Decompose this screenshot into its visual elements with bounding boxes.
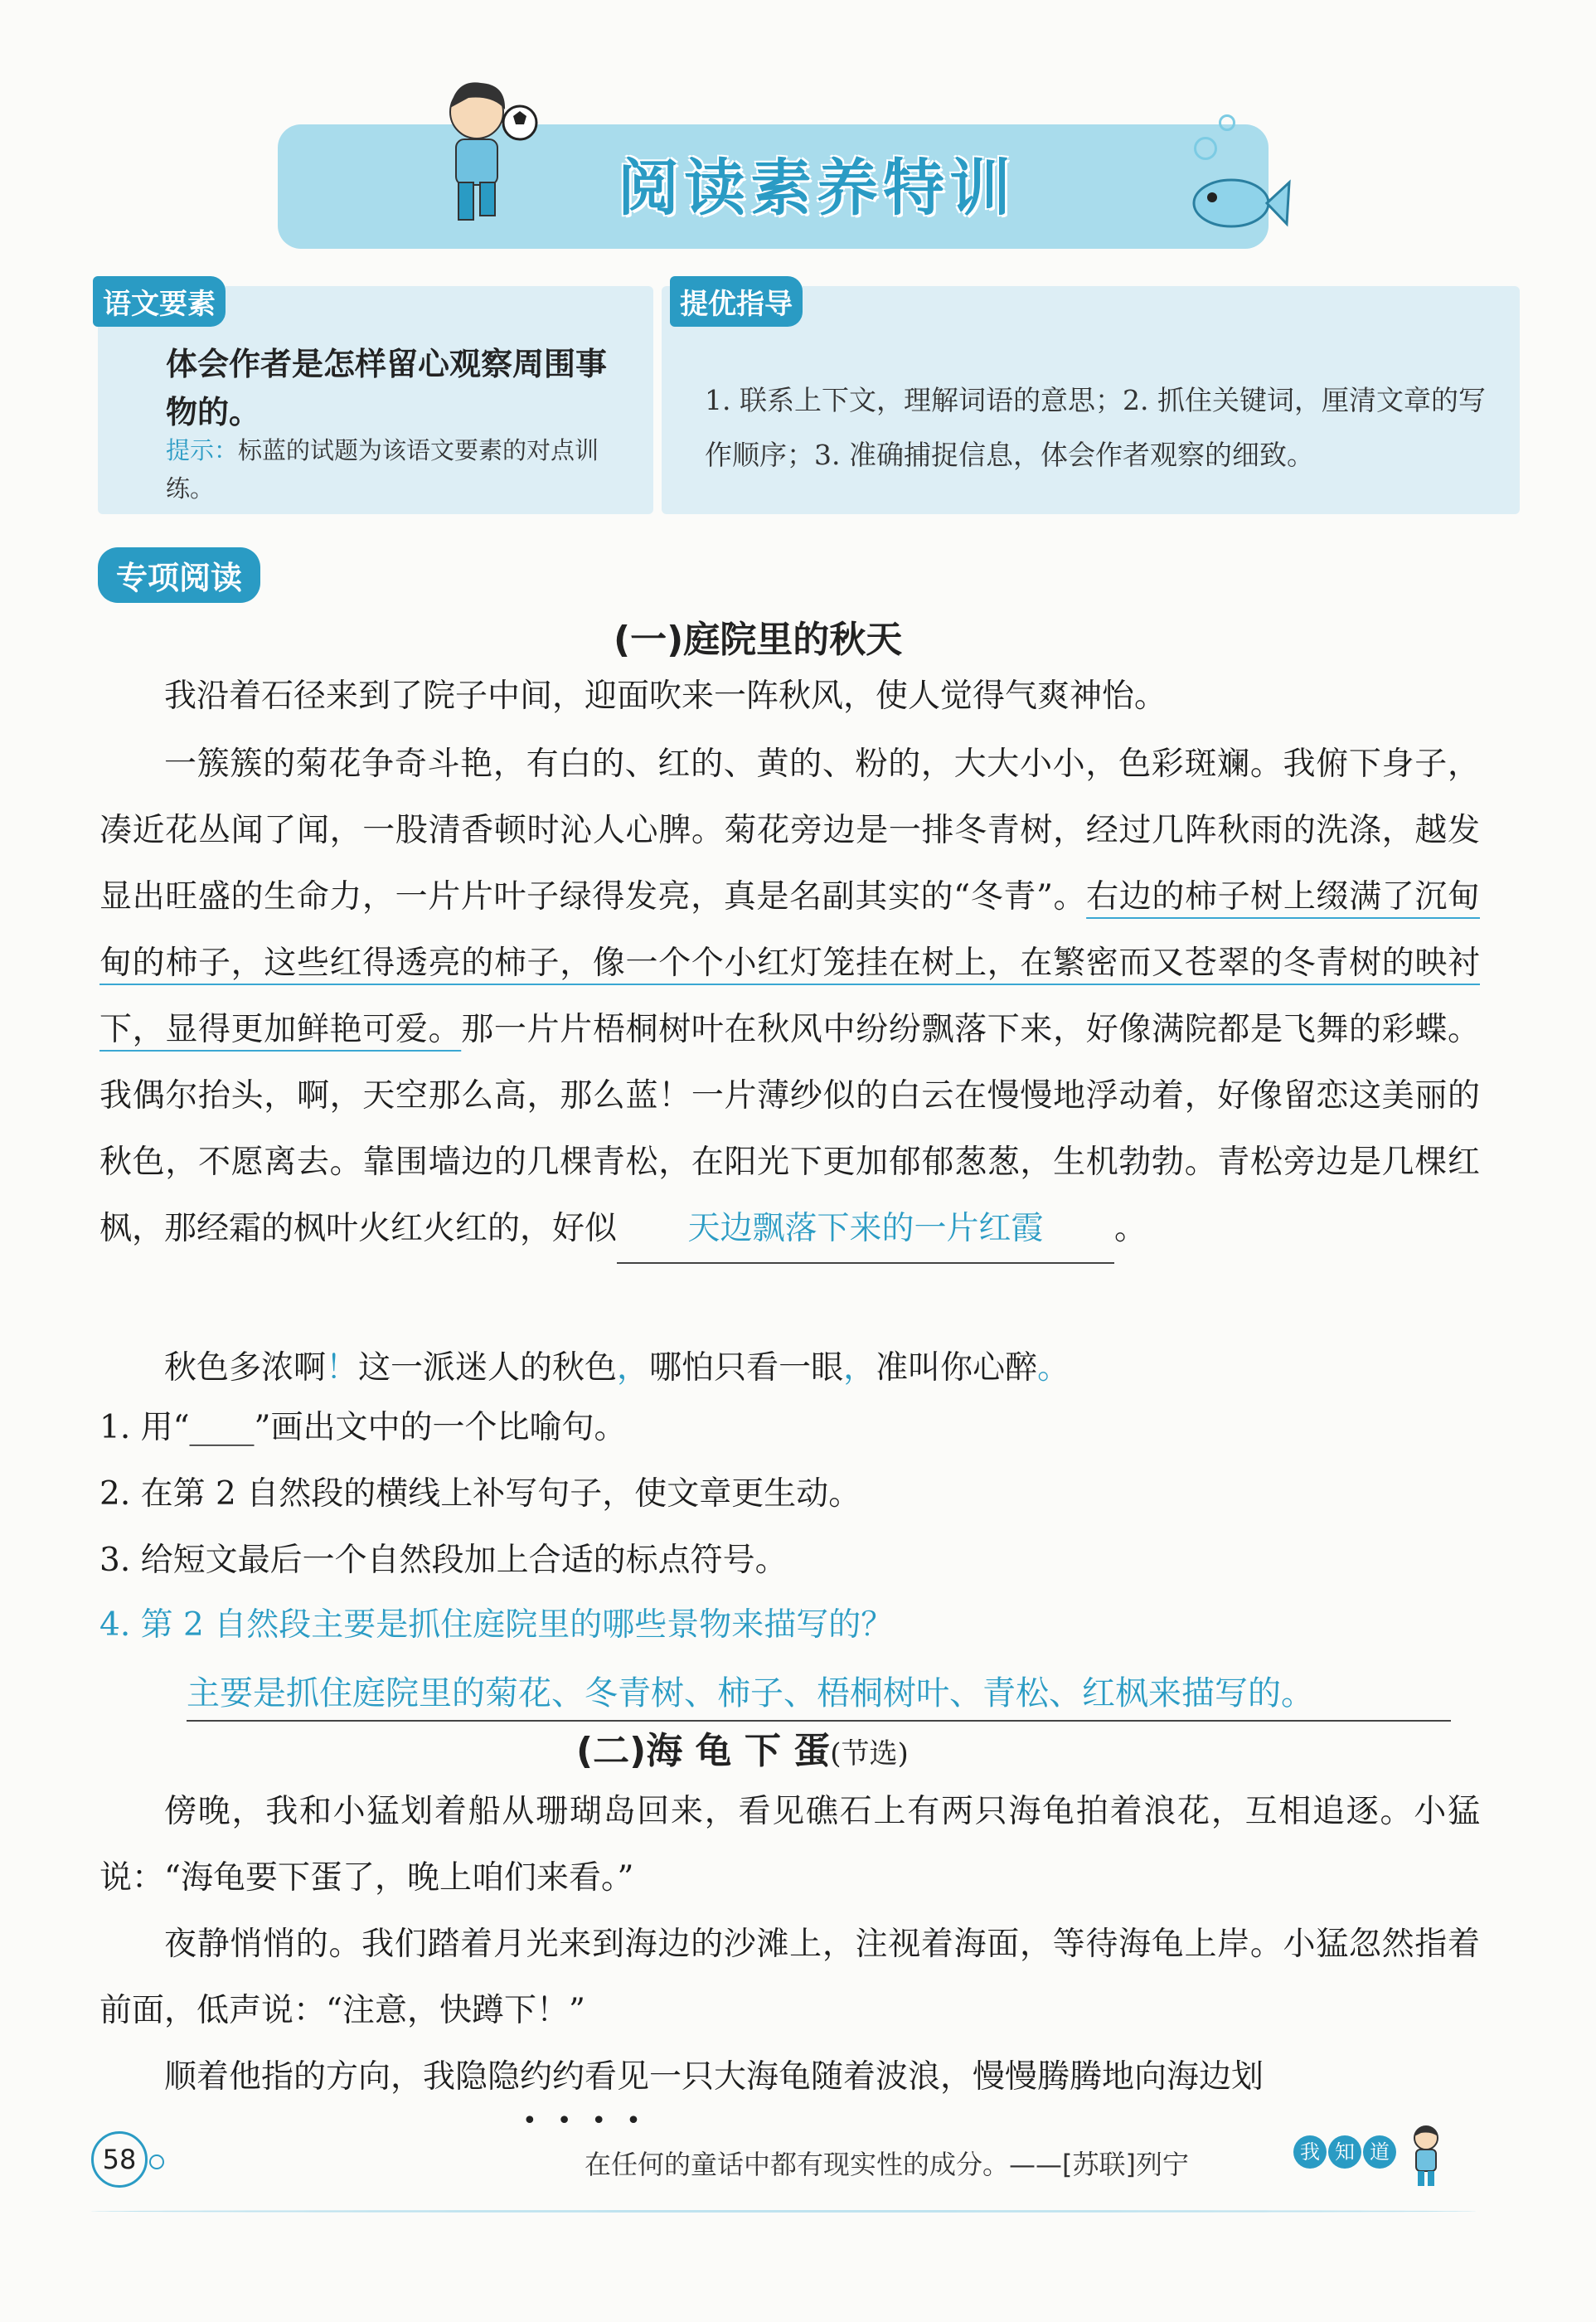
special-reading-tag: 专项阅读 (98, 547, 260, 603)
wozhidao-char: 我 (1293, 2135, 1327, 2169)
fish-icon (1186, 158, 1293, 240)
tip-prefix: 提示： (166, 436, 239, 464)
bubble-icon (1219, 114, 1235, 131)
added-punctuation: ， (617, 1349, 650, 1387)
tip-body: 标蓝的试题为该语文要素的对点训练。 (166, 436, 599, 503)
tip-text (166, 431, 630, 508)
added-punctuation: ， (843, 1349, 876, 1387)
article2-paragraph-3: 顺着他指的方向，我隐隐约约看见一只大海龟随着波浪，慢慢腾腾地向海边划 (164, 2058, 1264, 2096)
article1-title: (一)庭院里的秋天 (614, 619, 903, 661)
article2-paragraph-2: 夜静悄悄的。我们踏着月光来到海边的沙滩上，注视着海面，等待海龟上岸。小猛忽然指着前面，低声说：“注意，快蹲下！” (99, 1926, 1480, 2029)
paragraph-text: 一簇簇的菊花争奇斗艳，有白的、红的、黄的、粉的，大大小小，色彩斑斓。我俯下身子，凑近花丛闻了闻，一股清香顿时沁人心脾。菊花旁边是一排冬青树，经过几阵秋雨的洗涤，越发显出旺盛的生命力，一片片叶子绿得发亮，真是名副其实的“冬青”。 (99, 746, 1480, 916)
article2-title-text: (二)海 龟 下 蛋 (576, 1730, 831, 1772)
guidance-text: 1. 联系上下文，理解词语的意思；2. 抓住关键词，厘清文章的写作顺序；3. 准确捕捉信息，体会作者观察的细致。 (705, 384, 1486, 471)
article1-paragraph-3 (99, 1335, 1480, 1401)
paragraph-text: 那一片片梧桐树叶在秋风中纷纷飘落下来，好像满院都是飞舞的彩蝶。我偶尔抬头，啊，天空那么高，那么蓝！一片薄纱似的白云在慢慢地浮动着，好像留恋这美丽的秋色，不愿离去。靠围墙边的几棵青松，在阳光下更加郁郁葱葱，生机勃勃。青松旁边是几棵红枫，那经霜的枫叶火红火红的，好似 (99, 1011, 1480, 1247)
article1-paragraph-1: 我沿着石径来到了院子中间，迎面吹来一阵秋风，使人觉得气爽神怡。 (164, 678, 1167, 715)
wozhidao-char: 道 (1363, 2135, 1396, 2169)
small-boy-icon (1401, 2123, 1451, 2189)
bubble-icon (1194, 137, 1217, 160)
emphasis-dots: •••• (522, 2106, 661, 2135)
language-element-tag: 语文要素 (93, 276, 226, 327)
paragraph-text: 秋色多浓啊 (164, 1349, 327, 1387)
added-punctuation: 。 (1037, 1349, 1070, 1387)
paragraph-text: 准叫你心醉 (876, 1349, 1038, 1387)
question-2: 2. 在第 2 自然段的横线上补写句子，使文章更生动。 (99, 1475, 861, 1513)
paragraph-end: 。 (1114, 1210, 1147, 1247)
language-element-text: 体会作者是怎样留心观察周围事物的。 (166, 346, 608, 430)
boy-with-ball-icon (419, 75, 543, 232)
article2-title-note: (节选) (830, 1737, 909, 1771)
wozhidao-char: 知 (1328, 2135, 1361, 2169)
answer-4: 主要是抓住庭院里的菊花、冬青树、柿子、梧桐树叶、青松、红枫来描写的。 (187, 1669, 1451, 1722)
wozhidao-badge (1293, 2135, 1398, 2169)
guidance-tag: 提优指导 (670, 276, 803, 327)
question-4: 4. 第 2 自然段主要是抓住庭院里的哪些景物来描写的？ (99, 1606, 894, 1644)
question-3: 3. 给短文最后一个自然段加上合适的标点符号。 (99, 1542, 788, 1579)
page-number: 58 (91, 2131, 148, 2188)
article2-title (576, 1721, 909, 1774)
question-1: 1. 用“____”画出文中的一个比喻句。 (99, 1409, 627, 1446)
simile-sentence: 右边的柿子树上缀满了沉甸甸的柿子，这些红得透亮的柿子，像一个个小红灯笼挂在树上，在繁密而又苍翠的冬青树的映衬下，显得更加鲜艳可爱。 (99, 878, 1480, 1048)
article1-paragraph-2 (99, 731, 1480, 1362)
banner-title: 阅读素养特训 (618, 153, 1016, 224)
page-dot-icon (149, 2154, 164, 2169)
paragraph-text: 哪怕只看一眼 (649, 1349, 844, 1387)
added-punctuation: ！ (326, 1349, 359, 1387)
fill-in-blank-answer: 天边飘落下来的一片红霞 (617, 1196, 1114, 1264)
paragraph-text: 这一派迷人的秋色 (358, 1349, 618, 1387)
footer-divider (91, 2210, 1476, 2213)
article2-paragraph-1: 傍晚，我和小猛划着船从珊瑚岛回来，看见礁石上有两只海龟拍着浪花，互相追逐。小猛说：“海龟要下蛋了，晚上咱们来看。” (99, 1793, 1480, 1897)
footer-quote: 在任何的童话中都有现实性的成分。——[苏联]列宁 (585, 2149, 1189, 2180)
